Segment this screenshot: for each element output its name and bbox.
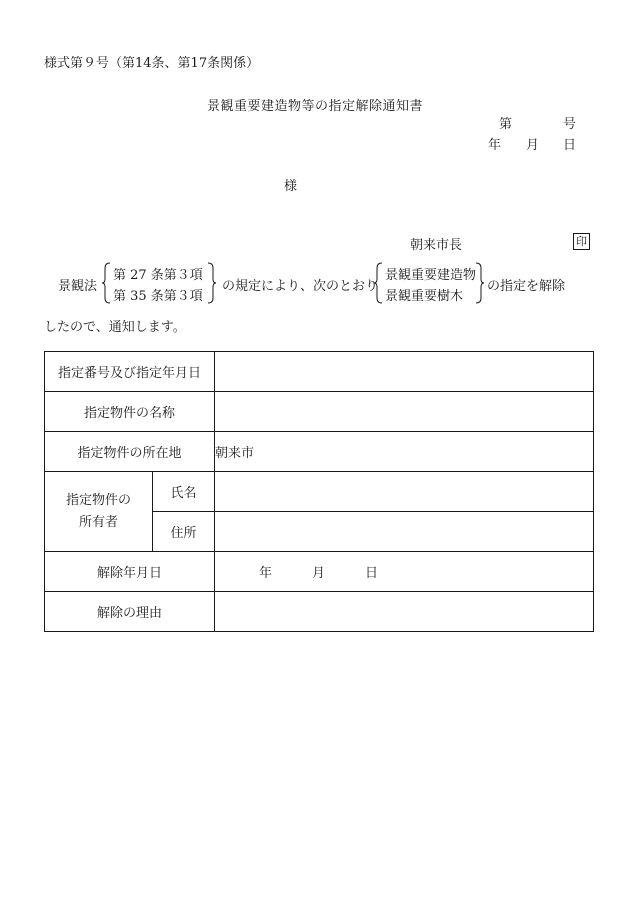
cancel-date-field[interactable] <box>215 552 594 592</box>
cancel-year-label: 年 <box>259 566 273 581</box>
property-location-field[interactable]: 朝来市 <box>215 432 594 472</box>
document-title: 景観重要建造物等の指定解除通知書 <box>206 99 423 114</box>
designation-no-date-field[interactable] <box>215 352 594 392</box>
owner-name-label: 氏名 <box>153 472 215 512</box>
table-row <box>45 392 594 432</box>
form-number: 様式第９号（第14条、第17条関係） <box>44 56 260 71</box>
left-brace-articles <box>102 262 112 304</box>
table-row <box>45 432 594 472</box>
addressee-suffix: 様 <box>284 179 298 194</box>
cancel-date-label: 解除年月日 <box>45 552 215 592</box>
body-middle-text: の規定により、次のとおり <box>222 279 379 294</box>
owner-label <box>45 472 153 552</box>
owner-address-field[interactable] <box>215 512 594 552</box>
owner-label-line2: 所有者 <box>78 514 118 530</box>
body-continuation: したので、通知します。 <box>44 320 186 335</box>
table-row <box>45 552 594 592</box>
object-tree: 景観重要樹木 <box>385 289 464 304</box>
cancel-reason-field[interactable] <box>215 592 594 632</box>
sender-name: 朝来市長 <box>410 238 463 253</box>
article-27: 第 27 条第３項 <box>113 268 203 283</box>
body-ending-text: の指定を解除 <box>487 279 566 294</box>
date-month-label: 月 <box>526 138 540 153</box>
date-day-label: 日 <box>563 138 577 153</box>
designation-no-date-label: 指定番号及び指定年月日 <box>45 352 215 392</box>
property-name-field[interactable] <box>215 392 594 432</box>
table-row <box>45 352 594 392</box>
left-brace-objects <box>374 262 384 304</box>
details-table <box>44 351 594 632</box>
doc-number-dai: 第 <box>499 117 513 132</box>
right-brace-articles <box>206 262 216 304</box>
table-row <box>45 592 594 632</box>
doc-number-go: 号 <box>563 117 577 132</box>
date-year-label: 年 <box>488 138 502 153</box>
property-location-label: 指定物件の所在地 <box>45 432 215 472</box>
cancel-day-label: 日 <box>365 566 379 581</box>
property-name-label: 指定物件の名称 <box>45 392 215 432</box>
right-brace-objects <box>474 262 484 304</box>
article-35: 第 35 条第３項 <box>113 289 203 304</box>
seal-mark: 印 <box>573 233 590 250</box>
object-building: 景観重要建造物 <box>385 268 477 283</box>
law-name: 景観法 <box>58 279 98 294</box>
table-row <box>45 472 594 512</box>
owner-name-field[interactable] <box>215 472 594 512</box>
cancel-month-label: 月 <box>312 566 326 581</box>
cancel-reason-label: 解除の理由 <box>45 592 215 632</box>
owner-address-label: 住所 <box>153 512 215 552</box>
owner-label-line1: 指定物件の <box>65 492 131 508</box>
